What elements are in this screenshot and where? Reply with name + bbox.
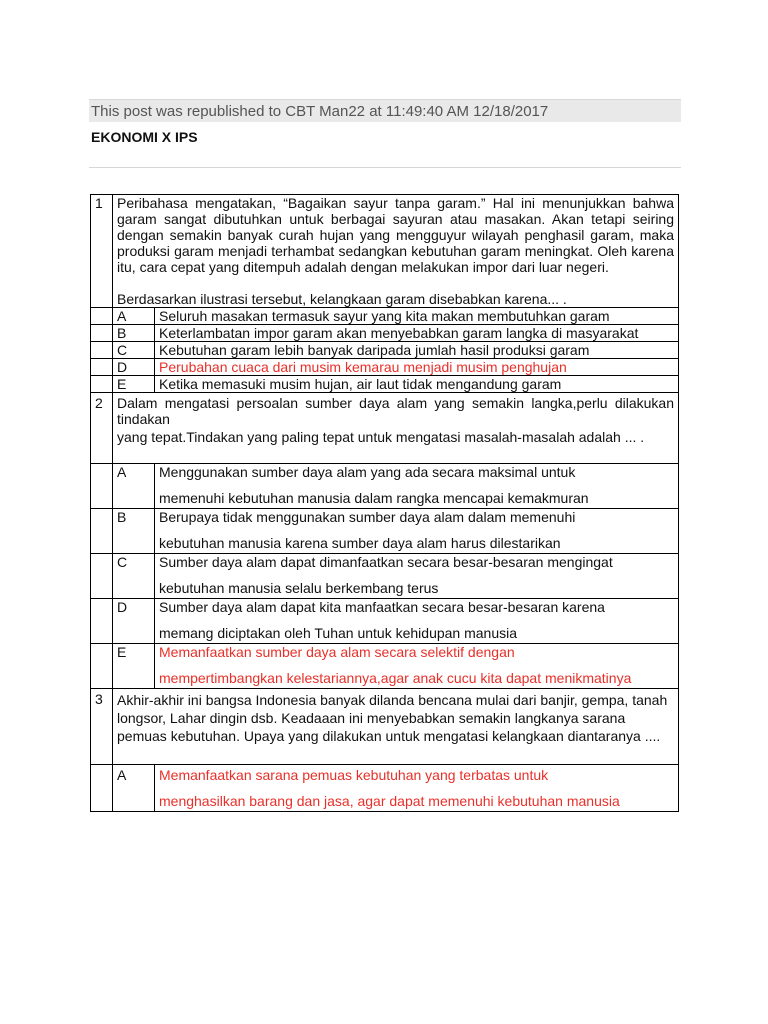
question-number: 1 — [91, 195, 113, 308]
option-text: Keterlambatan impor garam akan menyebabkan garam langka di masyarakat — [155, 325, 679, 342]
question-row — [91, 689, 679, 765]
option-text-line: kebutuhan manusia selalu berkembang terus — [159, 580, 439, 596]
option-text-correct — [155, 644, 679, 689]
option-row — [91, 359, 679, 376]
question-prompt: Berdasarkan ilustrasi tersebut, kelangkaan garam disebabkan karena... . — [117, 291, 567, 307]
question-text: Akhir-akhir ini bangsa Indonesia banyak dilanda bencana mulai dari banjir, gempa, tanah longsor, Lahar dingin dsb. Keadaaan ini menyebabkan semakin langkanya sarana pemuas kebutuhan. Upaya yang dilakukan untuk mengatasi kelangkaan diantaranya .... — [117, 692, 668, 744]
option-label: B — [113, 325, 155, 342]
option-row — [91, 765, 679, 812]
republish-banner: This post was republished to CBT Man22 at 11:49:40 AM 12/18/2017 — [89, 99, 681, 122]
option-text: Ketika memasuki musim hujan, air laut tidak mengandung garam — [155, 376, 679, 393]
question-table — [90, 194, 679, 812]
option-label: E — [113, 644, 155, 689]
option-label: B — [113, 509, 155, 554]
option-row — [91, 554, 679, 599]
option-text: Kebutuhan garam lebih banyak daripada jumlah hasil produksi garam — [155, 342, 679, 359]
option-label: D — [113, 599, 155, 644]
option-label: A — [113, 464, 155, 509]
question-stem — [113, 689, 679, 765]
option-text-line: Berupaya tidak menggunakan sumber daya alam dalam memenuhi — [159, 509, 576, 525]
option-label: C — [113, 342, 155, 359]
option-text-correct — [155, 765, 679, 812]
option-row — [91, 376, 679, 393]
option-text: Seluruh masakan termasuk sayur yang kita makan membutuhkan garam — [155, 308, 679, 325]
option-label: C — [113, 554, 155, 599]
question-text: Dalam mengatasi persoalan sumber daya alam yang semakin langka,perlu dilakukan tindakan — [117, 395, 674, 427]
option-row — [91, 342, 679, 359]
option-label: A — [113, 308, 155, 325]
option-text — [155, 464, 679, 509]
question-text: Peribahasa mengatakan, “Bagaikan sayur tanpa garam.” Hal ini menunjukkan bahwa garam sangat dibutuhkan untuk berbagai sayuran atau masakan. Akan tetapi seiring dengan semakin banyak curah hujan yang mengguyur wilayah penghasil garam, maka produksi garam menjadi terhambat sedangkan kebutuhan garam meningkat. Oleh karena itu, cara cepat yang ditempuh adalah dengan melakukan impor dari luar negeri. — [117, 195, 674, 275]
option-text-line: menghasilkan barang dan jasa, agar dapat memenuhi kebutuhan manusia — [159, 793, 620, 809]
option-label: A — [113, 765, 155, 812]
option-label: E — [113, 376, 155, 393]
option-row — [91, 464, 679, 509]
option-row — [91, 308, 679, 325]
page-title: EKONOMI X IPS — [91, 129, 198, 145]
option-text — [155, 599, 679, 644]
question-stem — [113, 195, 679, 308]
question-row — [91, 393, 679, 464]
option-text-correct: Perubahan cuaca dari musim kemarau menjadi musim penghujan — [155, 359, 679, 376]
option-text — [155, 554, 679, 599]
divider — [89, 167, 681, 168]
option-text-line: Sumber daya alam dapat dimanfaatkan secara besar-besaran mengingat — [159, 554, 613, 570]
option-label: D — [113, 359, 155, 376]
option-text-line: kebutuhan manusia karena sumber daya alam harus dilestarikan — [159, 535, 561, 551]
option-row — [91, 325, 679, 342]
option-text — [155, 509, 679, 554]
option-row — [91, 509, 679, 554]
option-text-line: Memanfaatkan sumber daya alam secara selektif dengan — [159, 644, 515, 660]
option-text-line: memang diciptakan oleh Tuhan untuk kehidupan manusia — [159, 625, 518, 641]
option-row — [91, 599, 679, 644]
option-text-line: Menggunakan sumber daya alam yang ada secara maksimal untuk — [159, 464, 576, 480]
question-row — [91, 195, 679, 308]
question-stem — [113, 393, 679, 464]
option-text-line: mempertimbangkan kelestariannya,agar anak cucu kita dapat menikmatinya — [159, 670, 632, 686]
option-row — [91, 644, 679, 689]
question-number: 2 — [91, 393, 113, 464]
question-number: 3 — [91, 689, 113, 765]
option-text-line: Memanfaatkan sarana pemuas kebutuhan yang terbatas untuk — [159, 767, 549, 783]
option-text-line: memenuhi kebutuhan manusia dalam rangka mencapai kemakmuran — [159, 490, 589, 506]
option-text-line: Sumber daya alam dapat kita manfaatkan secara besar-besaran karena — [159, 599, 605, 615]
question-text: yang tepat.Tindakan yang paling tepat untuk mengatasi masalah-masalah adalah ... . — [117, 429, 645, 445]
